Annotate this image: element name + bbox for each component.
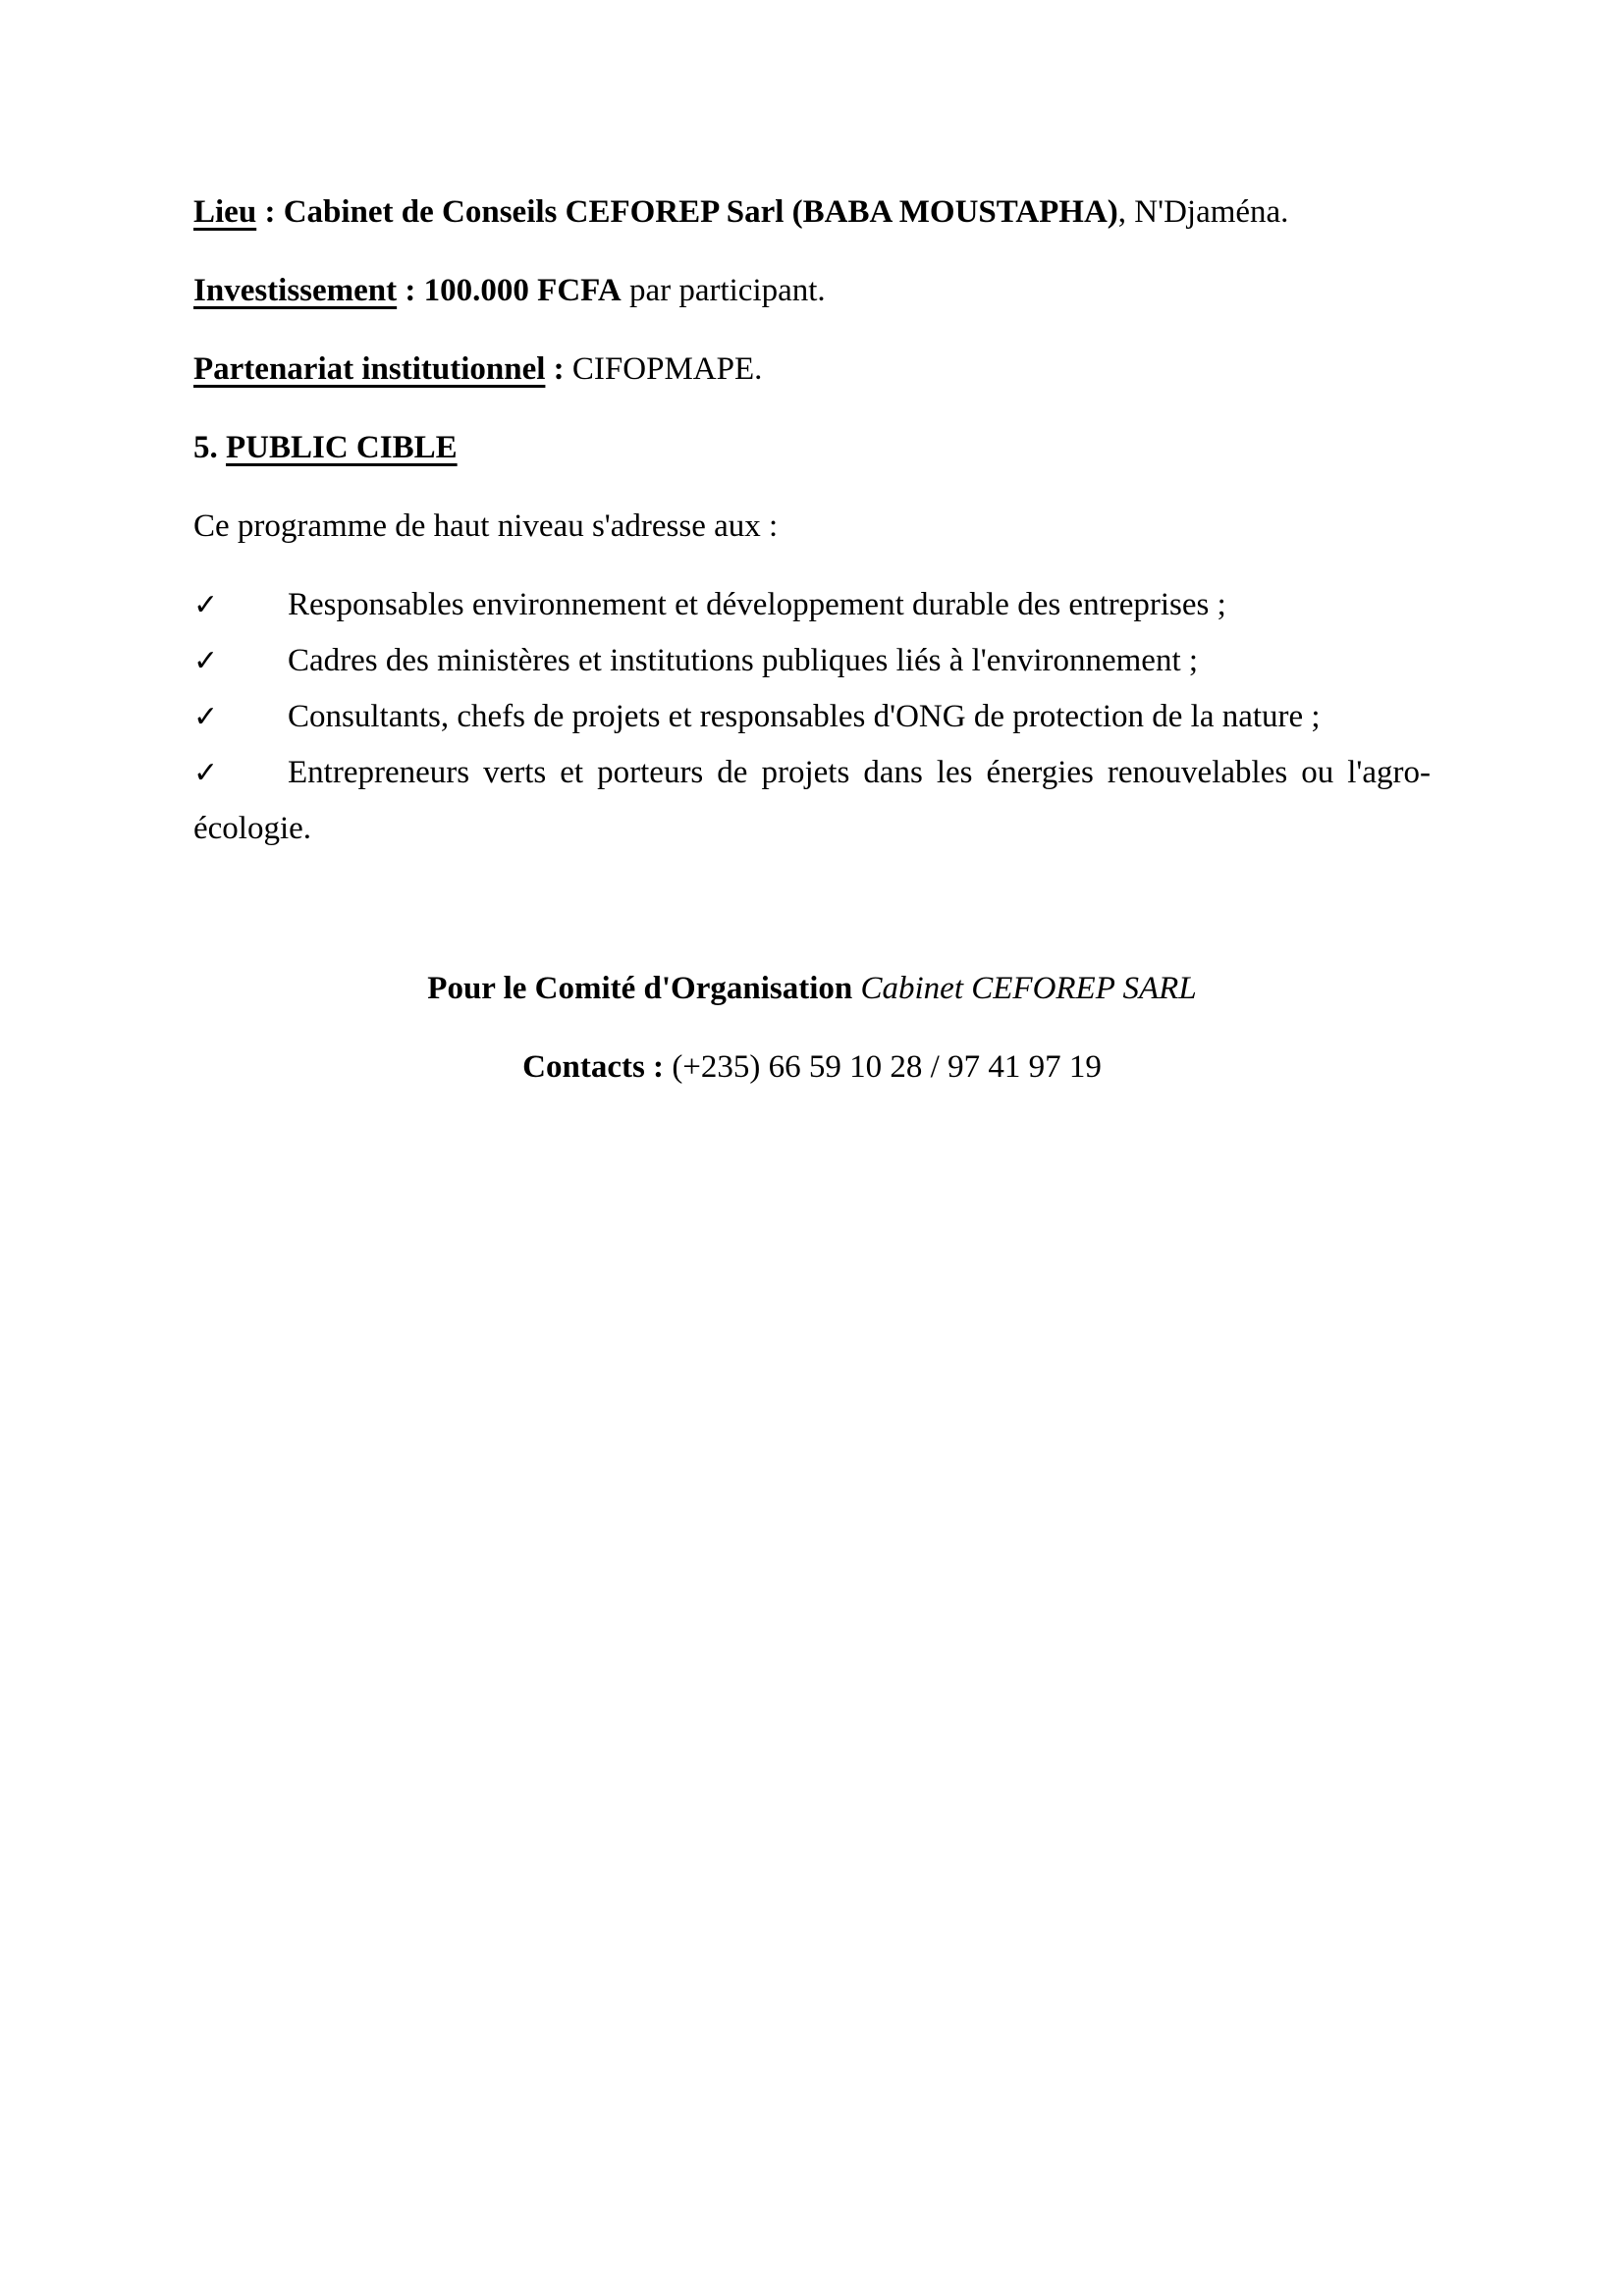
list-item [193,633,1431,689]
field-investissement [193,263,1431,319]
field-investissement-value-regular: par participant. [621,273,826,308]
signature-line [193,961,1431,1017]
section-title: PUBLIC CIBLE [226,430,458,465]
field-investissement-label: Investissement [193,273,398,308]
field-partenariat-value-regular: CIFOPMAPE. [571,351,763,387]
list-item-text: Consultants, chefs de projets et responsables d'ONG de protection de la nature ; [288,699,1321,734]
checkmark-icon: ✓ [193,700,219,734]
intro-paragraph: Ce programme de haut niveau s'adresse aux : [193,508,779,544]
signature-italic-text: Cabinet CEFOREP SARL [860,971,1197,1006]
field-partenariat-separator: : [545,351,572,387]
list-item-text: Entrepreneurs verts et porteurs de projets dans les énergies renouvelables ou l'agro-écologie. [193,755,1431,846]
contacts-value: (+235) 66 59 10 28 / 97 41 97 19 [672,1049,1102,1085]
section-heading [193,420,1431,476]
list-item-text: Cadres des ministères et institutions publiques liés à l'environnement ; [288,643,1199,678]
list-item [193,577,1431,633]
contacts-line [193,1040,1431,1095]
section-number: 5. [193,430,226,465]
field-lieu [193,185,1431,240]
list-item [193,745,1431,857]
list-item-text: Responsables environnement et développement durable des entreprises ; [288,587,1226,622]
field-lieu-value-bold: Cabinet de Conseils CEFOREP Sarl (BABA MOUSTAPHA) [283,194,1118,230]
field-investissement-value-bold: 100.000 FCFA [423,273,622,308]
field-partenariat-label: Partenariat institutionnel [193,351,546,387]
checkmark-icon: ✓ [193,588,219,622]
field-lieu-label: Lieu [193,194,257,230]
checkmark-icon: ✓ [193,756,219,790]
checkmark-icon: ✓ [193,644,219,678]
signature-bold-text: Pour le Comité d'Organisation [427,971,861,1006]
field-investissement-separator: : [397,273,424,308]
field-lieu-value-regular: , N'Djaména. [1117,194,1289,230]
contacts-label: Contacts : [522,1049,673,1085]
field-partenariat [193,342,1431,398]
field-lieu-separator: : [256,194,284,230]
list-item [193,689,1431,745]
